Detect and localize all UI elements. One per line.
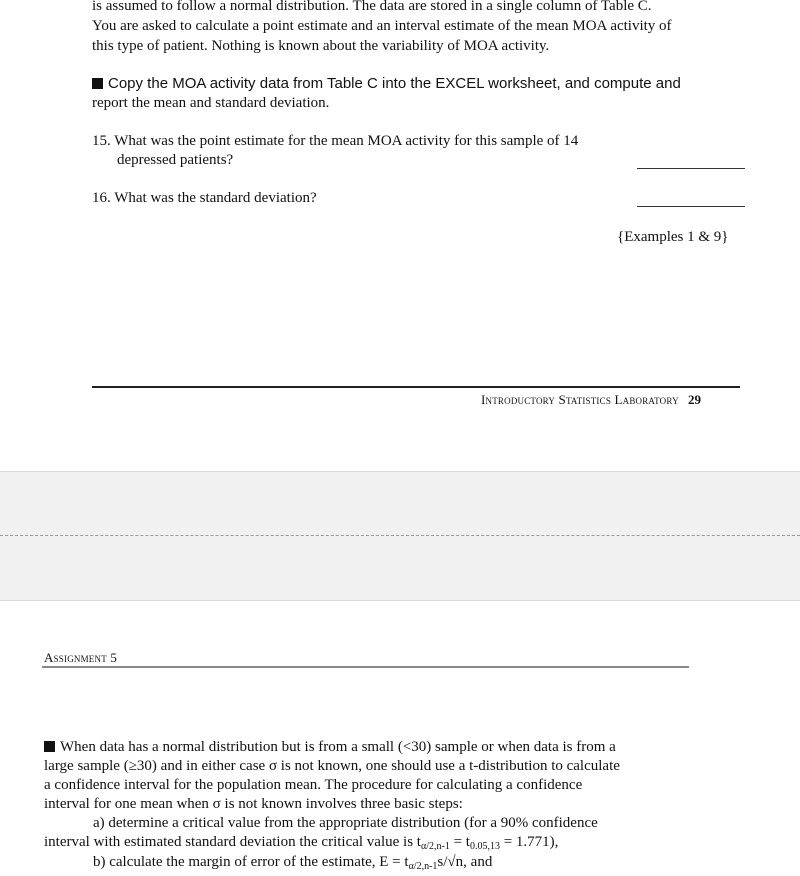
step-a-value: = 1.771), [499, 834, 559, 850]
intro-line-3: this type of patient. Nothing is known about the variability of MOA activity. [92, 38, 550, 54]
step-b-text: b) calculate the margin of error of the estimate, E = t [93, 854, 409, 870]
page-footer [481, 391, 701, 409]
intro-line-1: is assumed to follow a normal distribution. The data are stored in a single column of Table C. [92, 0, 652, 14]
step-a-subscript-1: α/2,n-1 [420, 841, 450, 852]
answer-blank-15[interactable] [637, 168, 745, 169]
page-gap [0, 471, 800, 601]
step-a-text: interval with estimated standard deviation the critical value is t [44, 834, 421, 850]
step-b-line [93, 853, 492, 871]
paragraph-line-2: large sample (≥30) and in either case σ is not known, one should use a t-distribution to calculate [44, 758, 620, 774]
step-a-line-2 [44, 833, 558, 851]
paragraph-line-4: interval for one mean when σ is not known involves three basic steps: [44, 796, 463, 812]
header-rule [42, 666, 689, 668]
page-break-line [0, 535, 800, 536]
step-a-equals: = t [449, 834, 470, 850]
step-a-line-1: a) determine a critical value from the appropriate distribution (for a 90% confidence [93, 815, 598, 831]
instruction-line-2: report the mean and standard deviation. [92, 95, 330, 111]
footer-title: Introductory Statistics Laboratory [481, 392, 679, 407]
paragraph-line-1 [44, 738, 616, 756]
paragraph-text: When data has a normal distribution but is from a small (<30) sample or when data is from a [60, 739, 616, 755]
examples-reference: {Examples 1 & 9} [617, 229, 729, 245]
paragraph-line-3: a confidence interval for the population mean. The procedure for calculating a confidence [44, 777, 583, 793]
instruction-line-1 [92, 75, 681, 93]
question-15-line-2: depressed patients? [117, 152, 234, 168]
assignment-header: Assignment 5 [44, 650, 118, 665]
square-bullet-icon [92, 78, 103, 89]
question-15-line-1: 15. What was the point estimate for the mean MOA activity for this sample of 14 [92, 133, 579, 149]
step-b-formula-end: s/√n, and [437, 854, 493, 870]
page-number: 29 [688, 392, 702, 407]
step-a-subscript-2: 0.05,13 [469, 841, 500, 852]
square-bullet-icon [44, 741, 55, 752]
answer-blank-16[interactable] [637, 206, 745, 207]
instruction-text: Copy the MOA activity data from Table C into the EXCEL worksheet, and compute and [108, 75, 681, 92]
footer-rule [92, 386, 740, 388]
step-b-subscript: α/2,n-1 [408, 861, 438, 872]
intro-line-2: You are asked to calculate a point estimate and an interval estimate of the mean MOA activity of [92, 18, 672, 34]
question-16: 16. What was the standard deviation? [92, 190, 317, 206]
